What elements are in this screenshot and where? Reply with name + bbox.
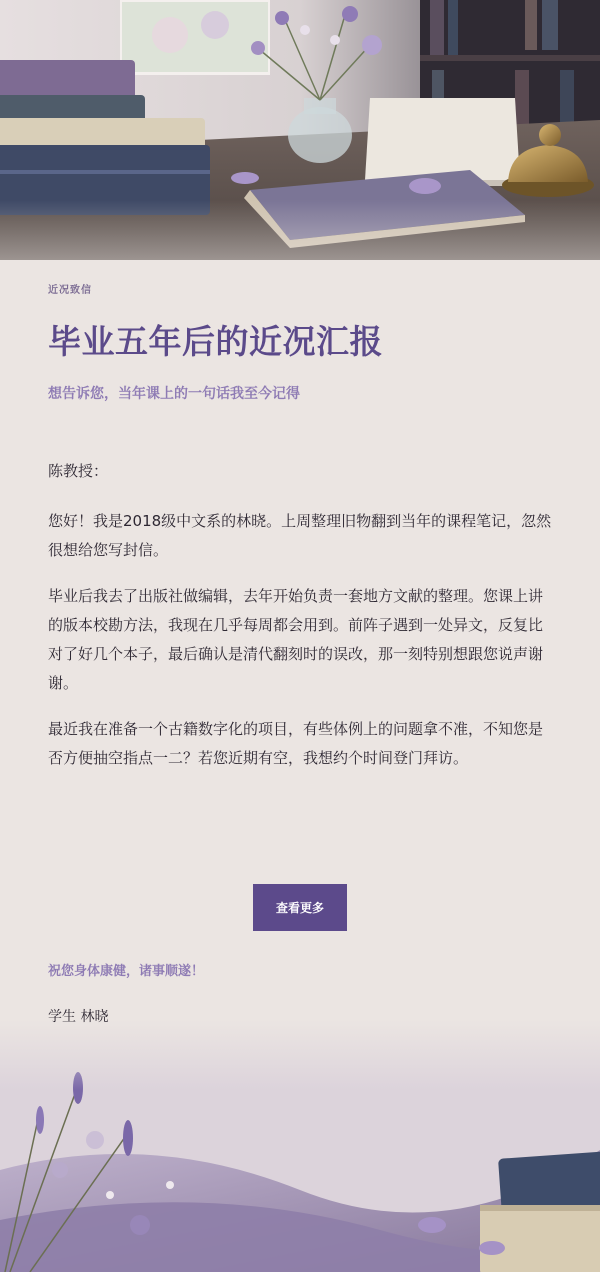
footer-illustration <box>0 1020 600 1272</box>
paragraph-greeting: 您好！我是2018级中文系的林晓。上周整理旧物翻到当年的课程笔记，忽然很想给您写封信。 <box>48 512 552 559</box>
cta-container <box>253 884 347 931</box>
header-illustration <box>0 0 600 320</box>
signature: 学生 林晓 <box>48 1009 109 1025</box>
eyebrow-label: 近况致信 <box>48 285 92 296</box>
page-title: 毕业五年后的近况汇报 <box>48 322 383 361</box>
paragraph-work-update: 毕业后我去了出版社做编辑，去年开始负责一套地方文献的整理。您课上讲的版本校勘方法，我现在几乎每周都会用到。前阵子遇到一处异文，反复比对了好几个本子，最后确认是清代翻刻时的误改，那一刻特别想跟您说声谢谢。 <box>48 587 544 692</box>
paragraph-request: 最近我在准备一个古籍数字化的项目，有些体例上的问题拿不准，不知您是否方便抽空指点一二？若您近期有空，我想约个时间登门拜访。 <box>48 720 544 767</box>
letter-body <box>48 457 554 790</box>
view-more-button[interactable]: 查看更多 <box>253 884 347 931</box>
salutation: 陈教授： <box>48 462 109 480</box>
closing-wish: 祝您身体康健，诸事顺遂！ <box>48 964 205 979</box>
subtitle: 想告诉您，当年课上的一句话我至今记得 <box>48 386 300 402</box>
